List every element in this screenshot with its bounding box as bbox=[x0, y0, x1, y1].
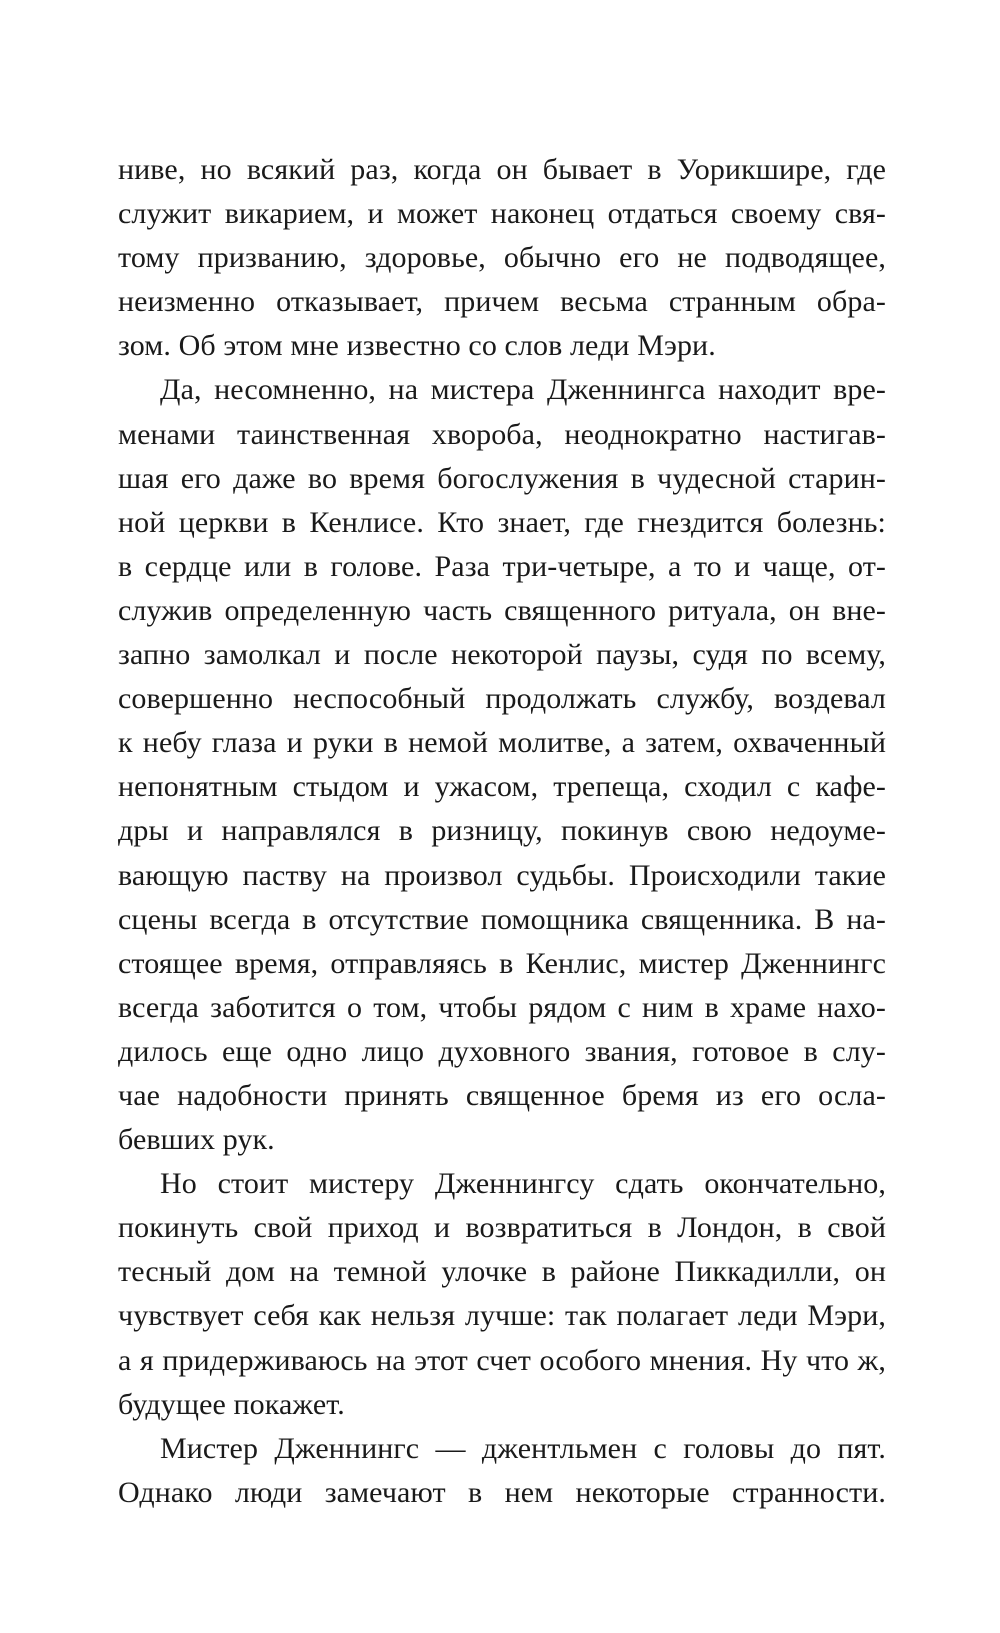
paragraph-2 bbox=[118, 368, 886, 1162]
text-line: к небу глаза и руки в немой молитве, а затем, охваченный bbox=[118, 726, 886, 760]
text-line: в сердце или в голове. Раза три-четыре, а то и чаще, от- bbox=[118, 549, 886, 583]
text-line: ной церкви в Кенлисе. Кто знает, где гнездится болезнь: bbox=[118, 505, 886, 539]
text-line: бевших рук. bbox=[118, 1123, 275, 1157]
text-line: сцены всегда в отсутствие помощника священника. В на- bbox=[118, 902, 886, 936]
text-line: Однако люди замечают в нем некоторые странности. bbox=[118, 1475, 886, 1509]
text-line: Но стоит мистеру Дженнингсу сдать окончательно, bbox=[160, 1167, 886, 1201]
text-line: непонятным стыдом и ужасом, трепеща, сходил с кафе- bbox=[118, 770, 886, 804]
text-line: дры и направлялся в ризницу, покинув свою недоуме- bbox=[118, 814, 886, 848]
text-line: шая его даже во время богослужения в чудесной старин- bbox=[118, 461, 886, 495]
text-line: чувствует себя как нельзя лучше: так полагает леди Мэри, bbox=[118, 1299, 886, 1333]
text-line: неизменно отказывает, причем весьма странным обра- bbox=[118, 285, 886, 319]
book-page-text bbox=[118, 148, 886, 1515]
text-line: дилось еще одно лицо духовного звания, готовое в слу- bbox=[118, 1034, 886, 1068]
text-line: ниве, но всякий раз, когда он бывает в Уорикшире, где bbox=[118, 153, 886, 186]
text-line: вающую паству на произвол судьбы. Происходили такие bbox=[118, 858, 886, 892]
text-line: будущее покажет. bbox=[118, 1387, 345, 1421]
text-line: зом. Об этом мне известно со слов леди Мэри. bbox=[118, 329, 716, 363]
text-line: покинуть свой приход и возвратиться в Лондон, в свой bbox=[118, 1211, 886, 1245]
text-line: а я придерживаюсь на этот счет особого мнения. Ну что ж, bbox=[118, 1343, 886, 1377]
paragraph-1 bbox=[118, 148, 886, 368]
text-line: запно замолкал и после некоторой паузы, судя по всему, bbox=[118, 638, 886, 672]
text-line: служит викарием, и может наконец отдаться своему свя- bbox=[118, 197, 886, 231]
text-line: совершенно неспособный продолжать службу, воздевал bbox=[118, 682, 886, 716]
text-line: Да, несомненно, на мистера Дженнингса находит вре- bbox=[160, 373, 886, 407]
text-line: тому призванию, здоровье, обычно его не подводящее, bbox=[118, 241, 886, 275]
text-line: стоящее время, отправляясь в Кенлис, мистер Дженнингс bbox=[118, 946, 886, 980]
paragraph-4 bbox=[118, 1427, 886, 1515]
text-line: всегда заботится о том, чтобы рядом с ним в храме нахо- bbox=[118, 990, 886, 1024]
paragraph-3 bbox=[118, 1162, 886, 1427]
text-line: тесный дом на темной улочке в районе Пиккадилли, он bbox=[118, 1255, 886, 1289]
text-line: чае надобности принять священное бремя из его осла- bbox=[118, 1078, 886, 1112]
text-line: Мистер Дженнингс — джентльмен с головы до пят. bbox=[160, 1431, 886, 1465]
text-line: менами таинственная хвороба, неоднократно настигав- bbox=[118, 417, 886, 451]
text-line: служив определенную часть священного ритуала, он вне- bbox=[118, 593, 886, 627]
